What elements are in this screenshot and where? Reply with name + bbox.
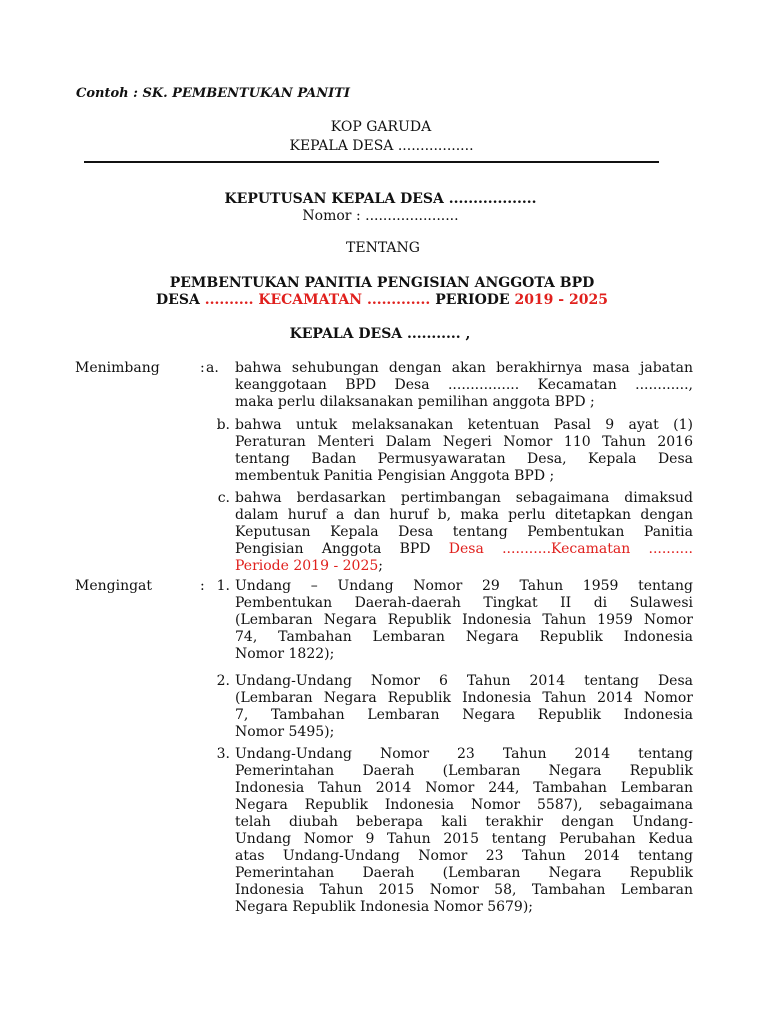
considering-mark-c: c. [217,490,230,506]
recalling-item-2: Undang-Undang Nomor 6 Tahun 2014 tentang Desa (Lembaran Negara Republik Indonesia Tahun 2014 Nomor 7, Tambahan Lembaran Negara Republik Indonesia Nomor 5495); [235,673,693,740]
considering-item-a: bahwa sehubungan dengan akan berakhirnya masa jabatan keanggotaan BPD Desa ................ Kecamatan ............, maka perlu dilaksanakan pemilihan anggota BPD ; [235,360,693,410]
considering-c-red-location: Desa ...........Kecamatan .......... [448,541,693,557]
recalling-item-3: Undang-Undang Nomor 23 Tahun 2014 tentang Pemerintahan Daerah (Lembaran Negara Republik Indonesia Tahun 2014 Nomor 244, Tambahan Lembaran Negara Republik Indonesia Nomor 5587), sebagaimana telah diubah beberapa kali terakhir dengan Undang- Undang Nomor 9 Tahun 2015 tentang Perubahan Kedua atas Undang-Undang Nomor 23 Tahun 2014 tentang Pemerintahan Daerah (Lembaran Negara Republik Indonesia Tahun 2015 Nomor 58, Tambahan Lembaran Negara Republik Indonesia Nomor 5679); [235,746,693,915]
considering-mark-a: a. [206,360,219,376]
letterhead-office-line: KEPALA DESA ................. [289,138,474,154]
recalling-colon: : [200,578,205,594]
subject-district: .......... KECAMATAN ............. [204,292,436,308]
considering-c-red-period: Periode 2019 - 2025 [235,558,379,574]
letterhead-rule [84,161,659,163]
decree-issuer: KEPALA DESA ........... , [289,326,471,342]
decree-number: Nomor : ..................... [302,208,459,224]
considering-mark-b: b. [216,417,230,433]
considering-colon: : [200,360,205,376]
decree-title: KEPUTUSAN KEPALA DESA .................. [224,191,537,207]
subject-period-years: 2019 - 2025 [514,292,608,308]
recalling-mark-2: 2. [216,673,230,689]
decree-subject-line2 [0,292,768,308]
subject-village: DESA [156,292,205,308]
recalling-mark-3: 3. [216,746,230,762]
decree-subject-line1: PEMBENTUKAN PANITIA PENGISIAN ANGGOTA BPD [169,275,595,291]
letterhead-emblem-line: KOP GARUDA [330,119,432,135]
decree-about: TENTANG [346,240,420,256]
example-label: Contoh : SK. PEMBENTUKAN PANITI [76,86,350,101]
recalling-mark-1: 1. [216,578,230,594]
subject-period-label: PERIODE [435,292,515,308]
considering-label: Menimbang [75,360,160,376]
considering-item-b: bahwa untuk melaksanakan ketentuan Pasal 9 ayat (1) Peraturan Menteri Dalam Negeri Nomor 110 Tahun 2016 tentang Badan Permusyawaratan Desa, Kepala Desa membentuk Panitia Pengisian Anggota BPD ; [235,417,693,484]
recalling-item-1: Undang – Undang Nomor 29 Tahun 1959 tentang Pembentukan Daerah-daerah Tingkat II di Sulawesi (Lembaran Negara Republik Indonesia Tahun 1959 Nomor 74, Tambahan Lembaran Negara Republik Indonesia Nomor 1822); [235,578,693,662]
considering-item-c: bahwa berdasarkan pertimbangan sebagaimana dimaksud dalam huruf a dan huruf b, maka perlu ditetapkan dengan Keputusan Kepala Desa tentang Pembentukan Panitia Pengisian Anggota BPD Desa ...........Kecamatan .......... Periode 2019 - 2025; [235,490,693,574]
recalling-label: Mengingat [75,578,153,594]
